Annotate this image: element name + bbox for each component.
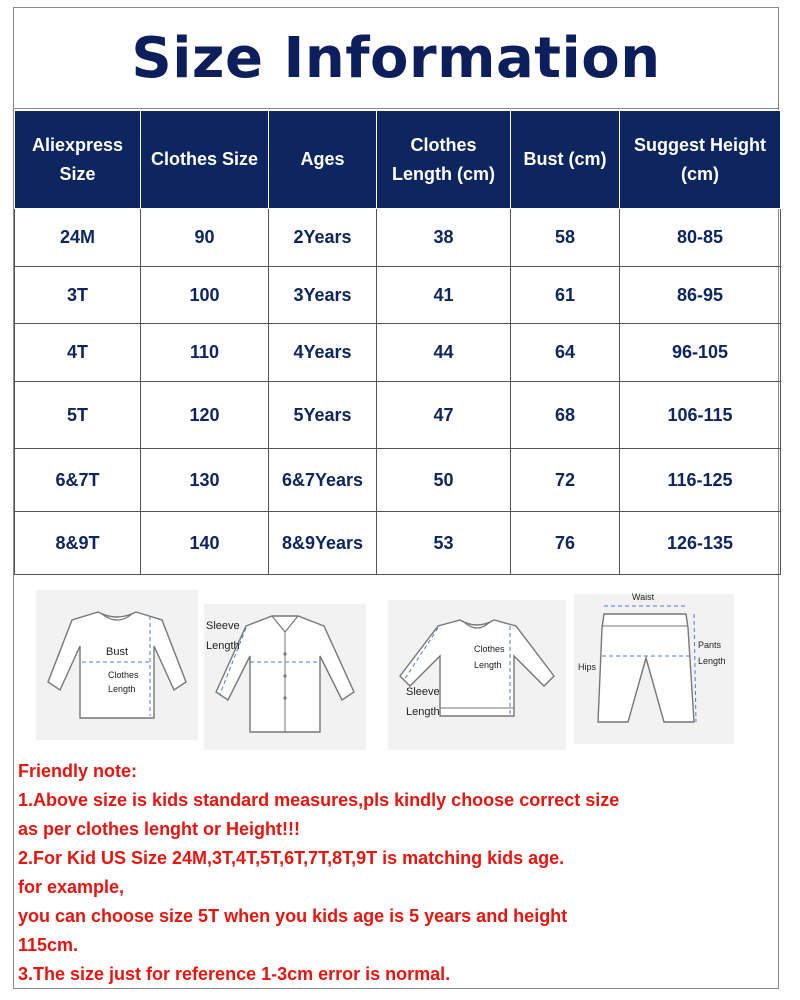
note-line: 115cm. <box>18 935 79 955</box>
cell-clothes-size: 90 <box>141 209 269 267</box>
friendly-note <box>18 757 778 989</box>
cell-ages: 4Years <box>269 324 377 382</box>
pants-diagram <box>574 594 734 744</box>
header-ages: Ages <box>269 111 377 209</box>
sleeve-length-label-1: Sleeve <box>206 620 240 632</box>
note-heading: Friendly note: <box>18 761 138 781</box>
cell-aliexpress-size: 3T <box>15 267 141 324</box>
cell-ages: 6&7Years <box>269 449 377 512</box>
note-line: 3.The size just for reference 1-3cm error is normal. <box>18 964 451 984</box>
table-row <box>15 449 781 512</box>
sweater-diagram <box>388 600 566 750</box>
hips-label: Hips <box>578 662 597 672</box>
cell-aliexpress-size: 4T <box>15 324 141 382</box>
header-bust: Bust (cm) <box>511 111 620 209</box>
cell-ages: 3Years <box>269 267 377 324</box>
size-table <box>14 110 781 575</box>
tshirt-diagram <box>36 590 198 740</box>
cell-suggest-height: 80-85 <box>620 209 781 267</box>
cell-bust: 58 <box>511 209 620 267</box>
cell-clothes-length: 50 <box>377 449 511 512</box>
cell-ages: 5Years <box>269 382 377 449</box>
cell-suggest-height: 116-125 <box>620 449 781 512</box>
cell-suggest-height: 96-105 <box>620 324 781 382</box>
note-line: 2.For Kid US Size 24M,3T,4T,5T,6T,7T,8T,9T is matching kids age. <box>18 848 565 868</box>
header-suggest-height: Suggest Height (cm) <box>620 111 781 209</box>
sleeve-length-label-1: Sleeve <box>406 686 440 698</box>
sleeve-length-label-2: Length <box>206 640 240 652</box>
pants-icon <box>574 594 734 744</box>
cell-bust: 76 <box>511 512 620 575</box>
note-line: for example, <box>18 877 125 897</box>
header-clothes-size: Clothes Size <box>141 111 269 209</box>
cell-bust: 72 <box>511 449 620 512</box>
cell-bust: 68 <box>511 382 620 449</box>
cell-bust: 61 <box>511 267 620 324</box>
table-header-row <box>15 111 781 209</box>
cell-suggest-height: 126-135 <box>620 512 781 575</box>
sweater-icon <box>388 600 566 750</box>
clothes-length-label-1: Clothes <box>474 644 505 654</box>
cell-aliexpress-size: 24M <box>15 209 141 267</box>
table-row <box>15 267 781 324</box>
cell-clothes-size: 120 <box>141 382 269 449</box>
cell-ages: 8&9Years <box>269 512 377 575</box>
pants-length-label-1: Pants <box>698 640 722 650</box>
table-row <box>15 382 781 449</box>
table-row <box>15 324 781 382</box>
header-clothes-length: Clothes Length (cm) <box>377 111 511 209</box>
table-row <box>15 512 781 575</box>
cell-suggest-height: 86-95 <box>620 267 781 324</box>
header-aliexpress-size: Aliexpress Size <box>15 111 141 209</box>
page-title: Size Information <box>131 26 661 91</box>
clothes-length-label-1: Clothes <box>108 670 139 680</box>
sleeve-length-label-2: Length <box>406 706 440 718</box>
cell-aliexpress-size: 8&9T <box>15 512 141 575</box>
bust-label: Bust <box>106 646 129 658</box>
cell-clothes-length: 44 <box>377 324 511 382</box>
note-line: 1.Above size is kids standard measures,pls kindly choose correct size <box>18 790 620 810</box>
table-row <box>15 209 781 267</box>
cell-bust: 64 <box>511 324 620 382</box>
cell-clothes-length: 41 <box>377 267 511 324</box>
shirt-diagram <box>204 604 366 750</box>
tshirt-icon <box>36 590 198 740</box>
cell-clothes-size: 130 <box>141 449 269 512</box>
cell-aliexpress-size: 5T <box>15 382 141 449</box>
clothes-length-label-2: Length <box>108 684 136 694</box>
waist-label: Waist <box>632 592 655 602</box>
cell-clothes-length: 47 <box>377 382 511 449</box>
measurement-diagrams <box>14 582 778 752</box>
divider <box>14 108 778 109</box>
cell-ages: 2Years <box>269 209 377 267</box>
note-line: as per clothes lenght or Height!!! <box>18 819 301 839</box>
cell-suggest-height: 106-115 <box>620 382 781 449</box>
cell-clothes-length: 38 <box>377 209 511 267</box>
note-line: you can choose size 5T when you kids age is 5 years and height <box>18 906 568 926</box>
cell-aliexpress-size: 6&7T <box>15 449 141 512</box>
clothes-length-label-2: Length <box>474 660 502 670</box>
cell-clothes-size: 110 <box>141 324 269 382</box>
cell-clothes-size: 140 <box>141 512 269 575</box>
cell-clothes-length: 53 <box>377 512 511 575</box>
pants-length-label-2: Length <box>698 656 726 666</box>
cell-clothes-size: 100 <box>141 267 269 324</box>
